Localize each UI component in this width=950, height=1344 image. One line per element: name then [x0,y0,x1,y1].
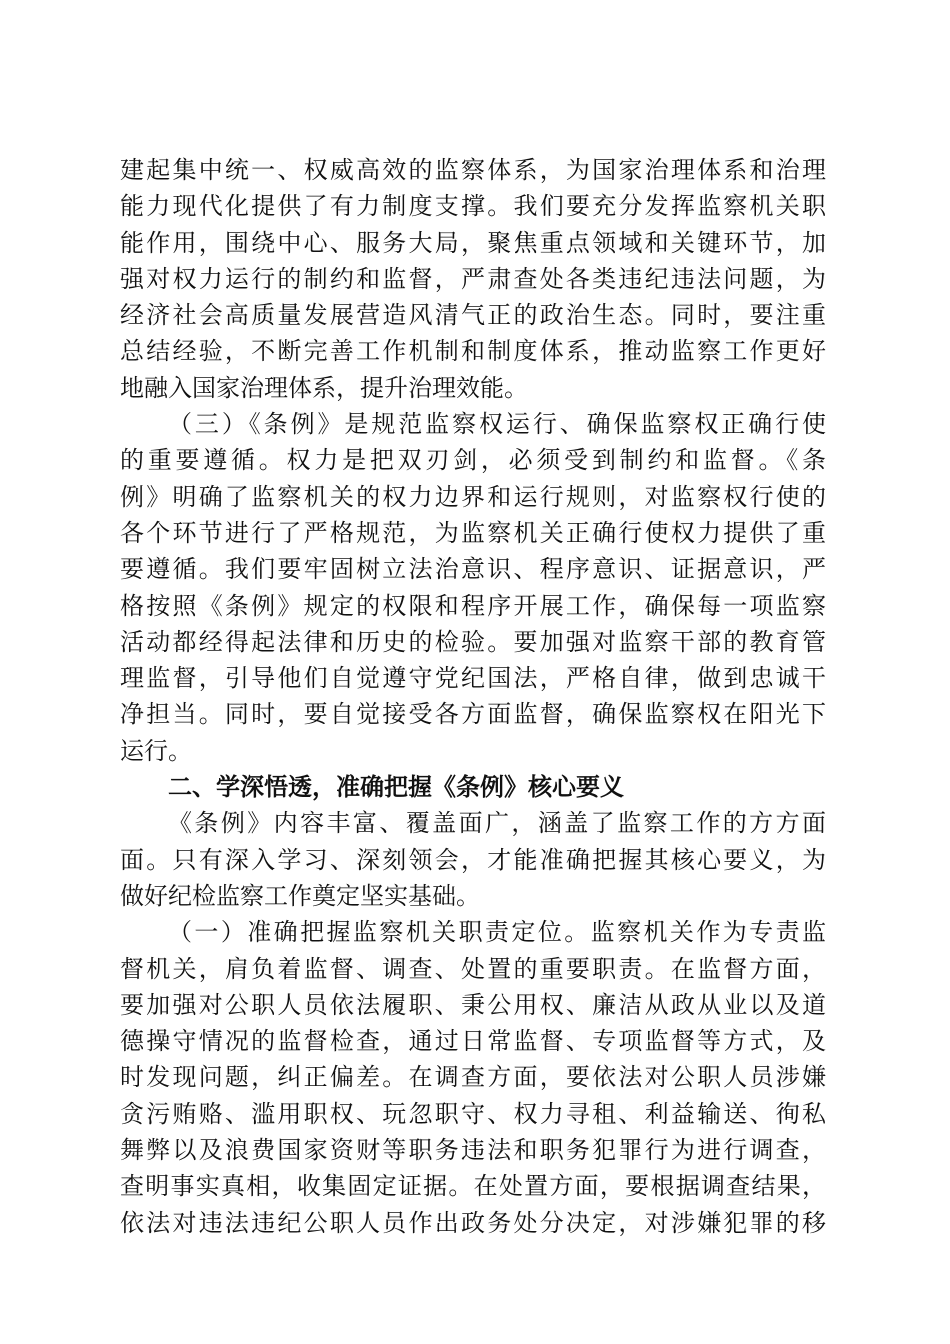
paragraph-line: 舞弊以及浪费国家资财等职务违法和职务犯罪行为进行调查， [120,1136,826,1165]
paragraph-line: 格按照《条例》规定的权限和程序开展工作，确保每一项监察 [120,591,826,620]
paragraph-line: 活动都经得起法律和历史的检验。要加强对监察干部的教育管 [120,627,826,656]
paragraph-line: 要加强对公职人员依法履职、秉公用权、廉洁从政从业以及道 [120,990,826,1019]
paragraph-line: 查明事实真相，收集固定证据。在处置方面，要根据调查结果， [120,1172,826,1201]
paragraph-line: 能作用，围绕中心、服务大局，聚焦重点领域和关键环节，加 [120,228,826,257]
paragraph-line: 运行。 [120,736,192,765]
document-body [120,152,826,1241]
paragraph-line: 例》明确了监察机关的权力边界和运行规则，对监察权行使的 [120,482,826,511]
paragraph-line: 经济社会高质量发展营造风清气正的政治生态。同时，要注重 [120,301,826,330]
paragraph-line: 能力现代化提供了有力制度支撑。我们要充分发挥监察机关职 [120,192,826,221]
paragraph-line: 要遵循。我们要牢固树立法治意识、程序意识、证据意识，严 [120,555,826,584]
paragraph-line: 督机关，肩负着监督、调查、处置的重要职责。在监督方面， [120,954,826,983]
paragraph-line-indented: （一）准确把握监察机关职责定位。监察机关作为专责监 [168,918,826,947]
paragraph-line: 理监督，引导他们自觉遵守党纪国法，严格自律，做到忠诚干 [120,664,826,693]
paragraph-line: 各个环节进行了严格规范，为监察机关正确行使权力提供了重 [120,518,826,547]
paragraph-line: 依法对违法违纪公职人员作出政务处分决定，对涉嫌犯罪的移 [120,1208,826,1237]
paragraph-line: 德操守情况的监督检查，通过日常监督、专项监督等方式，及 [120,1027,826,1056]
paragraph-line: 面。只有深入学习、深刻领会，才能准确把握其核心要义，为 [120,845,826,874]
paragraph-line: 强对权力运行的制约和监督，严肃查处各类违纪违法问题，为 [120,264,826,293]
paragraph-line: 建起集中统一、权威高效的监察体系，为国家治理体系和治理 [120,156,826,184]
paragraph-line: 时发现问题，纠正偏差。在调查方面，要依法对公职人员涉嫌 [120,1063,826,1092]
paragraph-line: 做好纪检监察工作奠定坚实基础。 [120,881,480,910]
paragraph-line: 贪污贿赂、滥用职权、玩忽职守、权力寻租、利益输送、徇私 [120,1099,826,1128]
paragraph-line-indented: 《条例》内容丰富、覆盖面广，涵盖了监察工作的方方面 [168,809,826,838]
paragraph-line: 总结经验，不断完善工作机制和制度体系，推动监察工作更好 [120,337,826,366]
paragraph-line-indented: （三）《条例》是规范监察权运行、确保监察权正确行使 [168,410,826,439]
section-heading: 二、学深悟透，准确把握《条例》核心要义 [168,773,624,802]
paragraph-line: 的重要遵循。权力是把双刃剑，必须受到制约和监督。《条 [120,446,826,475]
paragraph-line: 净担当。同时，要自觉接受各方面监督，确保监察权在阳光下 [120,700,826,729]
paragraph-line: 地融入国家治理体系，提升治理效能。 [120,373,528,402]
